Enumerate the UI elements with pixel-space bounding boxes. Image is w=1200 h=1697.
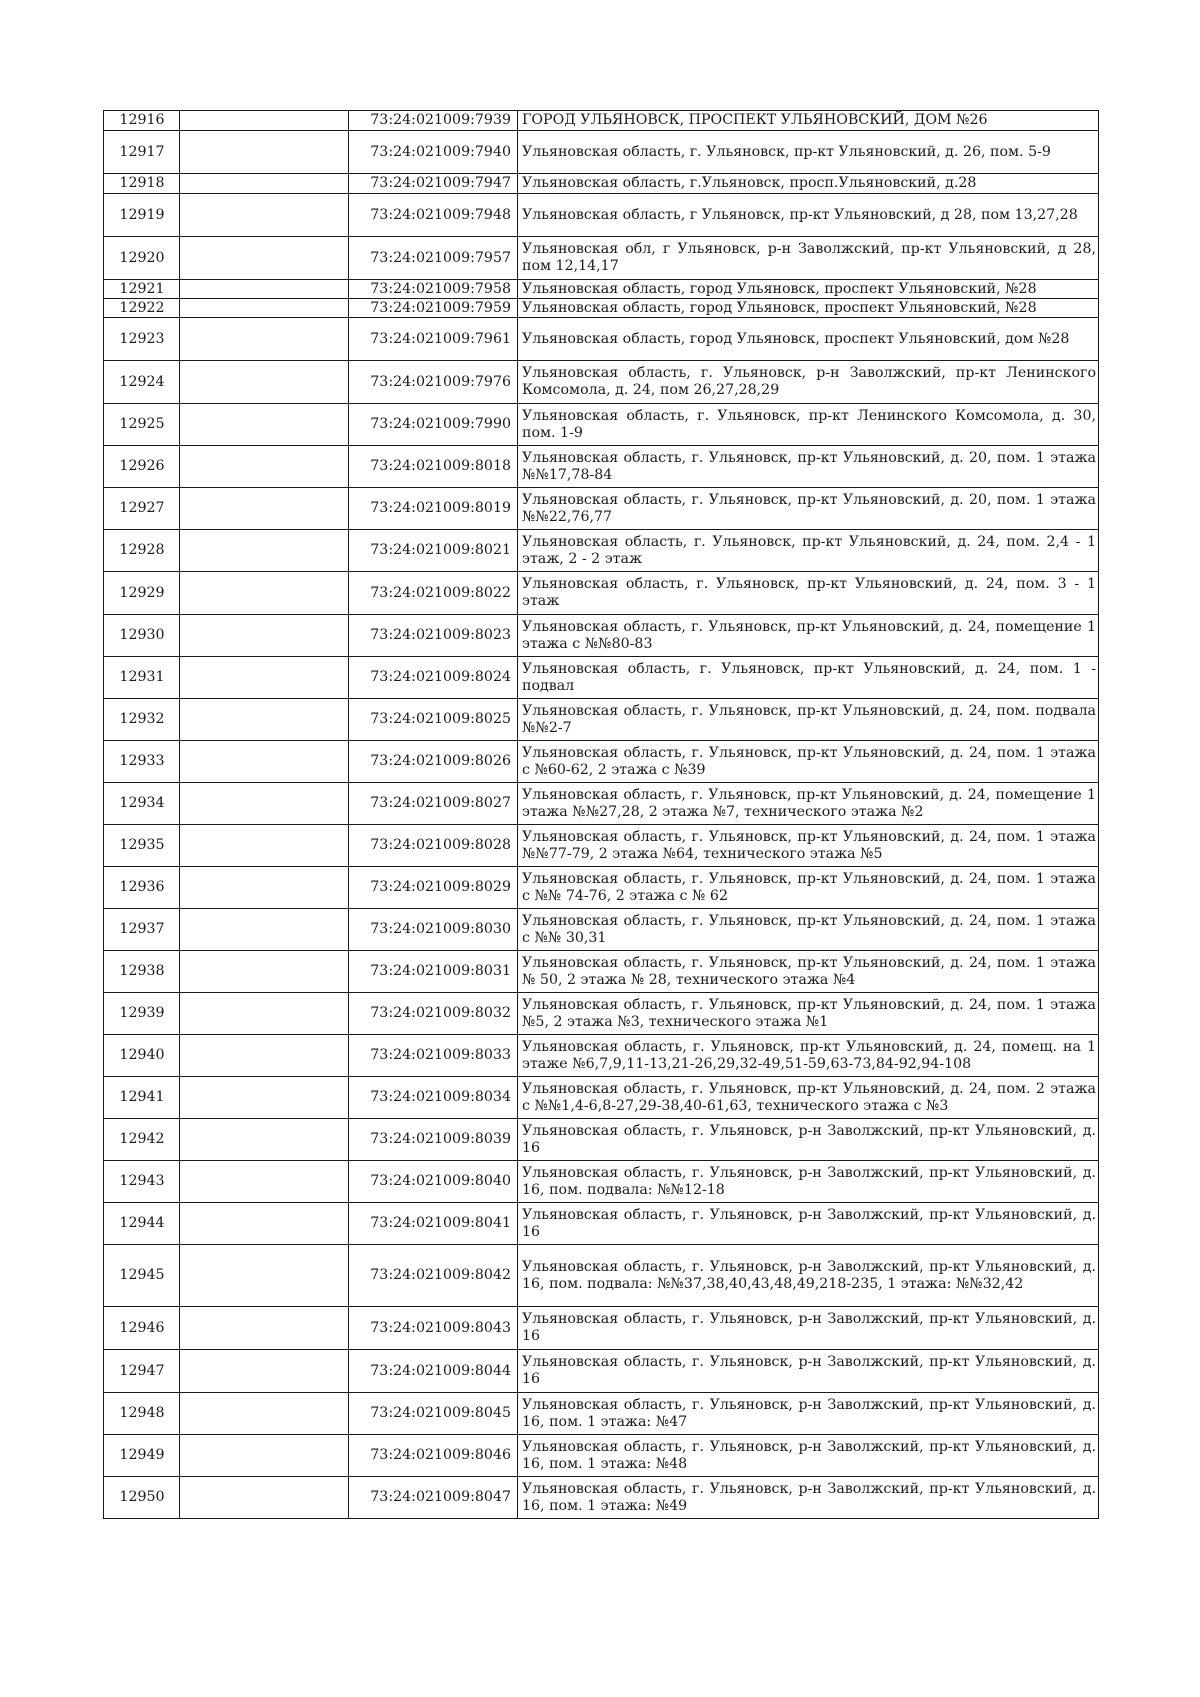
address-cell: Ульяновская область, г Ульяновск, пр-кт Ульяновский, д 28, пом 13,27,28 xyxy=(518,194,1099,237)
address-cell: Ульяновская область, г. Ульяновск, р-н Заволжский, пр-кт Ульяновский, д. 16, пом. 1 этажа: №49 xyxy=(518,1477,1099,1519)
cadastral-number-cell: 73:24:021009:8034 xyxy=(349,1077,518,1119)
row-number-cell: 12931 xyxy=(104,657,180,699)
table-row xyxy=(104,174,1099,194)
row-note-cell xyxy=(180,1435,349,1477)
address-cell: Ульяновская область, г. Ульяновск, пр-кт Ульяновский, д. 24, пом. 2,4 - 1 этаж, 2 - 2 этаж xyxy=(518,530,1099,572)
address-cell: Ульяновская область, город Ульяновск, проспект Ульяновский, №28 xyxy=(518,280,1099,299)
table-row xyxy=(104,194,1099,237)
registry-table-body xyxy=(104,111,1099,1519)
table-row xyxy=(104,572,1099,615)
table-row xyxy=(104,951,1099,993)
cadastral-number-cell: 73:24:021009:7948 xyxy=(349,194,518,237)
cadastral-number-cell: 73:24:021009:8023 xyxy=(349,615,518,657)
table-row xyxy=(104,699,1099,741)
address-cell: Ульяновская область, г. Ульяновск, пр-кт Ульяновский, д. 26, пом. 5-9 xyxy=(518,131,1099,174)
table-row xyxy=(104,530,1099,572)
row-note-cell xyxy=(180,1161,349,1203)
row-number-cell: 12935 xyxy=(104,825,180,867)
address-cell: Ульяновская область, г. Ульяновск, пр-кт Ульяновский, д. 24, пом. 2 этажа с №№1,4-6,8-27,29-38,40-61,63, технического этажа с №3 xyxy=(518,1077,1099,1119)
address-cell: Ульяновская обл, г Ульяновск, р-н Заволжский, пр-кт Ульяновский, д 28, пом 12,14,17 xyxy=(518,237,1099,280)
cadastral-number-cell: 73:24:021009:7961 xyxy=(349,318,518,361)
cadastral-number-cell: 73:24:021009:7957 xyxy=(349,237,518,280)
row-note-cell xyxy=(180,318,349,361)
row-number-cell: 12937 xyxy=(104,909,180,951)
row-number-cell: 12917 xyxy=(104,131,180,174)
cadastral-number-cell: 73:24:021009:8024 xyxy=(349,657,518,699)
table-row xyxy=(104,361,1099,404)
address-cell: Ульяновская область, г. Ульяновск, р-н Заволжский, пр-кт Ульяновский, д. 16, пом. подвала: №№12-18 xyxy=(518,1161,1099,1203)
table-row xyxy=(104,1035,1099,1077)
row-note-cell xyxy=(180,404,349,446)
address-cell: Ульяновская область, г. Ульяновск, пр-кт Ульяновский, д. 24, пом. 1 этажа с №60-62, 2 этажа с №39 xyxy=(518,741,1099,783)
row-number-cell: 12947 xyxy=(104,1350,180,1393)
row-note-cell xyxy=(180,299,349,318)
cadastral-number-cell: 73:24:021009:8046 xyxy=(349,1435,518,1477)
table-row xyxy=(104,825,1099,867)
address-cell: Ульяновская область, г. Ульяновск, пр-кт Ульяновский, д. 24, пом. 1 этажа с №№ 30,31 xyxy=(518,909,1099,951)
row-note-cell xyxy=(180,280,349,299)
table-row xyxy=(104,111,1099,131)
cadastral-number-cell: 73:24:021009:8047 xyxy=(349,1477,518,1519)
cadastral-number-cell: 73:24:021009:7976 xyxy=(349,361,518,404)
row-number-cell: 12930 xyxy=(104,615,180,657)
row-number-cell: 12928 xyxy=(104,530,180,572)
cadastral-number-cell: 73:24:021009:8027 xyxy=(349,783,518,825)
row-number-cell: 12919 xyxy=(104,194,180,237)
row-number-cell: 12916 xyxy=(104,111,180,131)
row-note-cell xyxy=(180,1307,349,1350)
row-number-cell: 12926 xyxy=(104,446,180,488)
row-note-cell xyxy=(180,657,349,699)
cadastral-number-cell: 73:24:021009:8033 xyxy=(349,1035,518,1077)
cadastral-number-cell: 73:24:021009:8022 xyxy=(349,572,518,615)
table-row xyxy=(104,1203,1099,1245)
cadastral-number-cell: 73:24:021009:7947 xyxy=(349,174,518,194)
cadastral-number-cell: 73:24:021009:8028 xyxy=(349,825,518,867)
cadastral-number-cell: 73:24:021009:8045 xyxy=(349,1393,518,1435)
row-number-cell: 12921 xyxy=(104,280,180,299)
cadastral-number-cell: 73:24:021009:8039 xyxy=(349,1119,518,1161)
table-row xyxy=(104,1393,1099,1435)
cadastral-number-cell: 73:24:021009:7939 xyxy=(349,111,518,131)
address-cell: Ульяновская область, г. Ульяновск, р-н Заволжский, пр-кт Ленинского Комсомола, д. 24, пом 26,27,28,29 xyxy=(518,361,1099,404)
address-cell: Ульяновская область, г. Ульяновск, пр-кт Ульяновский, д. 24, пом. 1 этажа № 50, 2 этажа № 28, технического этажа №4 xyxy=(518,951,1099,993)
address-cell: Ульяновская область, г. Ульяновск, пр-кт Ленинского Комсомола, д. 30, пом. 1-9 xyxy=(518,404,1099,446)
table-row xyxy=(104,783,1099,825)
row-note-cell xyxy=(180,867,349,909)
table-row xyxy=(104,657,1099,699)
row-note-cell xyxy=(180,1393,349,1435)
address-cell: Ульяновская область, г. Ульяновск, пр-кт Ульяновский, д. 24, пом. 3 - 1 этаж xyxy=(518,572,1099,615)
row-note-cell xyxy=(180,783,349,825)
table-row xyxy=(104,615,1099,657)
row-number-cell: 12932 xyxy=(104,699,180,741)
row-number-cell: 12948 xyxy=(104,1393,180,1435)
table-row xyxy=(104,237,1099,280)
row-number-cell: 12936 xyxy=(104,867,180,909)
table-row xyxy=(104,741,1099,783)
row-number-cell: 12938 xyxy=(104,951,180,993)
address-cell: Ульяновская область, г. Ульяновск, р-н Заволжский, пр-кт Ульяновский, д. 16, пом. 1 этажа: №47 xyxy=(518,1393,1099,1435)
row-number-cell: 12943 xyxy=(104,1161,180,1203)
table-row xyxy=(104,404,1099,446)
row-number-cell: 12934 xyxy=(104,783,180,825)
table-row xyxy=(104,318,1099,361)
row-note-cell xyxy=(180,1203,349,1245)
cadastral-number-cell: 73:24:021009:8021 xyxy=(349,530,518,572)
table-row xyxy=(104,867,1099,909)
row-note-cell xyxy=(180,174,349,194)
cadastral-number-cell: 73:24:021009:8043 xyxy=(349,1307,518,1350)
address-cell: Ульяновская область, город Ульяновск, проспект Ульяновский, №28 xyxy=(518,299,1099,318)
row-number-cell: 12924 xyxy=(104,361,180,404)
row-note-cell xyxy=(180,1035,349,1077)
address-cell: Ульяновская область, г. Ульяновск, р-н Заволжский, пр-кт Ульяновский, д. 16 xyxy=(518,1203,1099,1245)
table-row xyxy=(104,1161,1099,1203)
table-row xyxy=(104,446,1099,488)
table-row xyxy=(104,1350,1099,1393)
address-cell: Ульяновская область, г. Ульяновск, р-н Заволжский, пр-кт Ульяновский, д. 16, пом. подвала: №№37,38,40,43,48,49,218-235, 1 этажа: №№32,42 xyxy=(518,1245,1099,1307)
row-note-cell xyxy=(180,909,349,951)
table-row xyxy=(104,993,1099,1035)
cadastral-number-cell: 73:24:021009:8030 xyxy=(349,909,518,951)
row-number-cell: 12925 xyxy=(104,404,180,446)
address-cell: Ульяновская область, г. Ульяновск, пр-кт Ульяновский, д. 24, помещение 1 этажа с №№80-83 xyxy=(518,615,1099,657)
table-row xyxy=(104,1245,1099,1307)
row-note-cell xyxy=(180,741,349,783)
row-note-cell xyxy=(180,488,349,530)
row-note-cell xyxy=(180,699,349,741)
row-number-cell: 12942 xyxy=(104,1119,180,1161)
row-number-cell: 12944 xyxy=(104,1203,180,1245)
address-cell: Ульяновская область, г. Ульяновск, пр-кт Ульяновский, д. 24, пом. 1 - подвал xyxy=(518,657,1099,699)
row-note-cell xyxy=(180,446,349,488)
row-number-cell: 12940 xyxy=(104,1035,180,1077)
cadastral-number-cell: 73:24:021009:8019 xyxy=(349,488,518,530)
cadastral-number-cell: 73:24:021009:8040 xyxy=(349,1161,518,1203)
table-row xyxy=(104,299,1099,318)
row-number-cell: 12929 xyxy=(104,572,180,615)
address-cell: Ульяновская область, г. Ульяновск, пр-кт Ульяновский, д. 24, пом. 1 этажа №5, 2 этажа №3, технического этажа №1 xyxy=(518,993,1099,1035)
row-number-cell: 12950 xyxy=(104,1477,180,1519)
cadastral-number-cell: 73:24:021009:7959 xyxy=(349,299,518,318)
row-number-cell: 12920 xyxy=(104,237,180,280)
row-note-cell xyxy=(180,530,349,572)
row-note-cell xyxy=(180,1077,349,1119)
row-note-cell xyxy=(180,993,349,1035)
row-note-cell xyxy=(180,131,349,174)
cadastral-number-cell: 73:24:021009:8044 xyxy=(349,1350,518,1393)
row-note-cell xyxy=(180,572,349,615)
row-number-cell: 12923 xyxy=(104,318,180,361)
cadastral-number-cell: 73:24:021009:8031 xyxy=(349,951,518,993)
row-number-cell: 12949 xyxy=(104,1435,180,1477)
cadastral-number-cell: 73:24:021009:8025 xyxy=(349,699,518,741)
table-row xyxy=(104,1477,1099,1519)
address-cell: Ульяновская область, г. Ульяновск, пр-кт Ульяновский, д. 24, помещение 1 этажа №№27,28, 2 этажа №7, технического этажа №2 xyxy=(518,783,1099,825)
row-note-cell xyxy=(180,1119,349,1161)
row-number-cell: 12927 xyxy=(104,488,180,530)
cadastral-number-cell: 73:24:021009:8026 xyxy=(349,741,518,783)
row-number-cell: 12918 xyxy=(104,174,180,194)
cadastral-number-cell: 73:24:021009:8032 xyxy=(349,993,518,1035)
address-cell: Ульяновская область, г. Ульяновск, пр-кт Ульяновский, д. 24, пом. 1 этажа №№77-79, 2 этажа №64, технического этажа №5 xyxy=(518,825,1099,867)
address-cell: Ульяновская область, г. Ульяновск, р-н Заволжский, пр-кт Ульяновский, д. 16 xyxy=(518,1119,1099,1161)
address-cell: Ульяновская область, г. Ульяновск, р-н Заволжский, пр-кт Ульяновский, д. 16, пом. 1 этажа: №48 xyxy=(518,1435,1099,1477)
address-cell: Ульяновская область, город Ульяновск, проспект Ульяновский, дом №28 xyxy=(518,318,1099,361)
cadastral-number-cell: 73:24:021009:7958 xyxy=(349,280,518,299)
row-note-cell xyxy=(180,237,349,280)
address-cell: ГОРОД УЛЬЯНОВСК, ПРОСПЕКТ УЛЬЯНОВСКИЙ, ДОМ №26 xyxy=(518,111,1099,131)
row-note-cell xyxy=(180,1350,349,1393)
row-number-cell: 12933 xyxy=(104,741,180,783)
address-cell: Ульяновская область, г.Ульяновск, просп.Ульяновский, д.28 xyxy=(518,174,1099,194)
row-note-cell xyxy=(180,951,349,993)
address-cell: Ульяновская область, г. Ульяновск, р-н Заволжский, пр-кт Ульяновский, д. 16 xyxy=(518,1350,1099,1393)
address-cell: Ульяновская область, г. Ульяновск, р-н Заволжский, пр-кт Ульяновский, д. 16 xyxy=(518,1307,1099,1350)
registry-table xyxy=(103,110,1099,1519)
address-cell: Ульяновская область, г. Ульяновск, пр-кт Ульяновский, д. 24, помещ. на 1 этаже №6,7,9,11-13,21-26,29,32-49,51-59,63-73,84-92,94-108 xyxy=(518,1035,1099,1077)
row-note-cell xyxy=(180,615,349,657)
row-note-cell xyxy=(180,361,349,404)
address-cell: Ульяновская область, г. Ульяновск, пр-кт Ульяновский, д. 24, пом. 1 этажа с №№ 74-76, 2 этажа с № 62 xyxy=(518,867,1099,909)
address-cell: Ульяновская область, г. Ульяновск, пр-кт Ульяновский, д. 24, пом. подвала №№2-7 xyxy=(518,699,1099,741)
row-number-cell: 12941 xyxy=(104,1077,180,1119)
row-number-cell: 12939 xyxy=(104,993,180,1035)
address-cell: Ульяновская область, г. Ульяновск, пр-кт Ульяновский, д. 20, пом. 1 этажа №№22,76,77 xyxy=(518,488,1099,530)
cadastral-number-cell: 73:24:021009:8042 xyxy=(349,1245,518,1307)
row-number-cell: 12945 xyxy=(104,1245,180,1307)
address-cell: Ульяновская область, г. Ульяновск, пр-кт Ульяновский, д. 20, пом. 1 этажа №№17,78-84 xyxy=(518,446,1099,488)
cadastral-number-cell: 73:24:021009:7940 xyxy=(349,131,518,174)
table-row xyxy=(104,131,1099,174)
row-note-cell xyxy=(180,194,349,237)
table-row xyxy=(104,1307,1099,1350)
cadastral-number-cell: 73:24:021009:7990 xyxy=(349,404,518,446)
row-note-cell xyxy=(180,1477,349,1519)
row-note-cell xyxy=(180,825,349,867)
row-number-cell: 12946 xyxy=(104,1307,180,1350)
table-row xyxy=(104,280,1099,299)
row-note-cell xyxy=(180,1245,349,1307)
table-row xyxy=(104,1119,1099,1161)
table-row xyxy=(104,909,1099,951)
row-note-cell xyxy=(180,111,349,131)
table-row xyxy=(104,1077,1099,1119)
table-row xyxy=(104,488,1099,530)
row-number-cell: 12922 xyxy=(104,299,180,318)
cadastral-number-cell: 73:24:021009:8041 xyxy=(349,1203,518,1245)
cadastral-number-cell: 73:24:021009:8029 xyxy=(349,867,518,909)
table-row xyxy=(104,1435,1099,1477)
cadastral-number-cell: 73:24:021009:8018 xyxy=(349,446,518,488)
